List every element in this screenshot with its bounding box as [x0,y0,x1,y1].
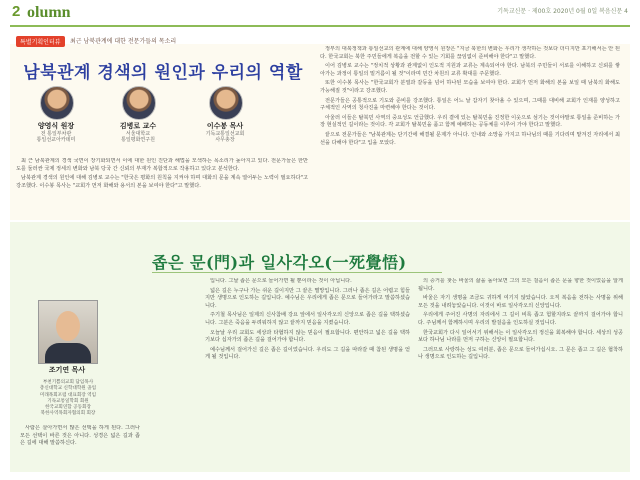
paragraph: 아울러 이들은 탈북민 사역의 중요성도 언급했다. 우리 곁에 있는 탈북민을 진정한 이웃으로 섬기는 것이야말로 통일을 준비하는 가장 현실적인 길이라는 것이다. 각 교회가 탈북민을 품고 함께 예배하는 공동체를 이루어 가야 한다고 말했다. [320,114,620,129]
person-name: 이수봉 목사 [206,122,244,130]
column-article-title: 좁은 문(門)과 일사각오(一死覺悟) [152,253,407,272]
person-role: 전 통일부차관 [40,131,72,137]
paragraph: 의 증거를 찾는 바울의 삶을 돌아보면 그의 모든 걸음이 좁은 문을 향한 것이었음을 알게 됩니다. [418,278,623,292]
paragraph: 주기철 목사님은 일제의 신사참배 강요 앞에서 일사각오의 신앙으로 좁은 길을 택하셨습니다. 그분은 죽음을 두려워하지 않고 끝까지 믿음을 지켰습니다. [205,312,410,326]
portrait-suit [45,343,91,363]
author-name: 조기연 목사 [48,366,86,374]
caption-person-1 [16,121,96,143]
paragraph: 끝으로 전문가들은 "남북관계는 단기간에 해결될 문제가 아니다. 인내와 소망을 가지고 하나님의 때를 기다리며 맡겨진 자리에서 최선을 다해야 한다"고 입을 모았다. [320,131,620,146]
article2-side-column [20,425,140,470]
photo-lee [209,86,243,120]
paragraph: 바울은 자기 생명을 조금도 귀하게 여기지 않았습니다. 오직 복음을 전하는 사명을 위해 모든 것을 내려놓았습니다. 이것이 바로 일사각오의 신앙입니다. [418,295,623,309]
article2-middle-column [205,278,410,470]
person-role: 서울대학교 [125,131,151,137]
paragraph: 그러므로 사랑하는 성도 여러분, 좁은 문으로 들어가십시오. 그 문은 좁고 그 길은 협착하나 생명으로 인도하는 길입니다. [418,346,623,361]
portrait-face [56,311,80,341]
title-underline [152,272,442,273]
person-role: 사무총장 [215,137,235,143]
person-name: 양영식 원장 [37,122,75,130]
paragraph: 최 근 남북관계의 경색 국면이 장기화되면서 이에 대한 원인 진단과 해법을 모색하는 목소리가 높아지고 있다. 전문가들은 한반도를 둘러싼 국제 정세의 변화와 남북 당국 간 신뢰의 부재가 복합적으로 작용하고 있다고 분석한다. [16,158,308,172]
caption-person-2 [98,121,178,143]
photo-kim [122,86,156,120]
paragraph: 입니다. 그날 좁은 문으로 들어가면 될 뿐이라는 것이 아닙니다. [210,278,352,284]
page-number: 2 [12,3,21,20]
section-subtitle: 최근 남북관계에 대한 전문가들의 목소리 [70,38,177,45]
caption-person-3 [185,121,265,143]
author-bio: 부천기쁨의교회 담임목사 총신대학교 신학대학원 졸업 미래목회포럼 대표회장 역임 기독교통일학회 회원 한국교회연합 공동회장 북한사역목회자협의회 회장 [39,380,97,417]
issue-meta: 기독교신문 · 제00호 2020년 0월 0일 복음신문 4 [497,8,628,15]
person-role: 기독교통일선교회 [205,131,245,137]
column-title: olumn [27,4,71,21]
paragraph: 우리에게 주어진 사명의 자리에서 그 길이 비록 좁고 험할지라도 끝까지 걸어가야 합니다. 주님께서 함께하시며 우리의 발걸음을 인도하실 것입니다. [418,312,623,326]
person-role: 통일평화연구원 [121,137,155,143]
page-header [0,0,640,28]
photo-yang [40,86,74,120]
paragraph: 예수님께서 걸어가신 길은 좁은 길이었습니다. 우리도 그 길을 따라갈 때 참된 생명을 얻게 될 것입니다. [205,346,410,361]
interviewee-photos [0,86,320,120]
person-name: 김병로 교수 [119,122,157,130]
article2-right-column [418,278,623,470]
author-portrait [38,300,98,364]
paragraph: 이어 김병로 교수는 "정치적 상황과 관계없이 인도적 지원과 교류는 계속되어야 한다. 남북의 주민들이 서로를 이해하고 신뢰를 쌓아가는 과정이 통일의 밑거름이 될 것"이라며 민간 차원의 교류 확대를 주문했다. [320,63,620,77]
paragraph: 한국교회가 다시 일어서기 위해서는 이 일사각오의 정신을 회복해야 합니다. 세상의 성공보다 하나님 나라를 먼저 구하는 신앙이 필요합니다. [418,329,623,344]
section-tag: 특별기획인터뷰 [16,36,65,47]
paragraph: 사람은 살아가면서 많은 선택을 하게 된다. 그러나 모든 선택이 바른 것은 아니다. 성경은 넓은 길과 좁은 길에 대해 말씀하신다. [20,425,140,447]
paragraph: 넓은 길은 누구나 가는 쉬운 길이지만 그 끝은 멸망입니다. 그러나 좁은 길은 어렵고 힘들지만 생명으로 인도하는 길입니다. 예수님은 우리에게 좁은 문으로 들어가라고 말씀하셨습니다. [205,287,410,309]
article1-left-column [16,158,308,214]
paragraph: 또한 이수봉 목사는 "한국교회가 분열과 갈등을 넘어 하나된 모습을 보여야 한다. 교회가 먼저 화해의 본을 보일 때 남북의 화해도 가능해질 것"이라고 강조했다. [320,80,620,94]
paragraph: 남북관계 경색의 원인에 대해 김병로 교수는 "한국은 평화의 원칙을 지켜야 하며 대화의 문을 계속 열어두는 노력이 필요하다"고 강조했다. 이수봉 목사는 "교회가 먼저 화해와 용서의 본을 보여야 한다"고 말했다. [16,175,308,189]
paragraph: 오늘날 우리 교회도 세상과 타협하지 않는 믿음이 필요합니다. 편안하고 넓은 길을 택하기보다 십자가의 좁은 길을 걸어가야 합니다. [205,329,410,344]
person-role: 통일선교아카데미 [36,137,76,143]
paragraph: 정부의 대북정책과 통일선교의 관계에 대해 양영식 원장은 "지금 북한의 변화는 우리가 생각하는 것보다 더디지만 포기해서는 안 된다. 한국교회는 북한 주민들에게 복음을 전할 수 있는 기회를 끊임없이 준비해야 한다"고 말했다. [320,46,620,60]
article-title: 남북관계 경색의 원인과 우리의 역할 [23,63,303,83]
paragraph: 전문가들은 공통적으로 기도와 준비를 강조했다. 통일은 어느 날 갑자기 찾아올 수 있으며, 그때를 대비해 교회가 인재를 양성하고 구체적인 사역의 청사진을 마련해야 한다는 것이다. [320,97,620,112]
header-divider [10,25,630,27]
article1-right-column [320,46,620,216]
